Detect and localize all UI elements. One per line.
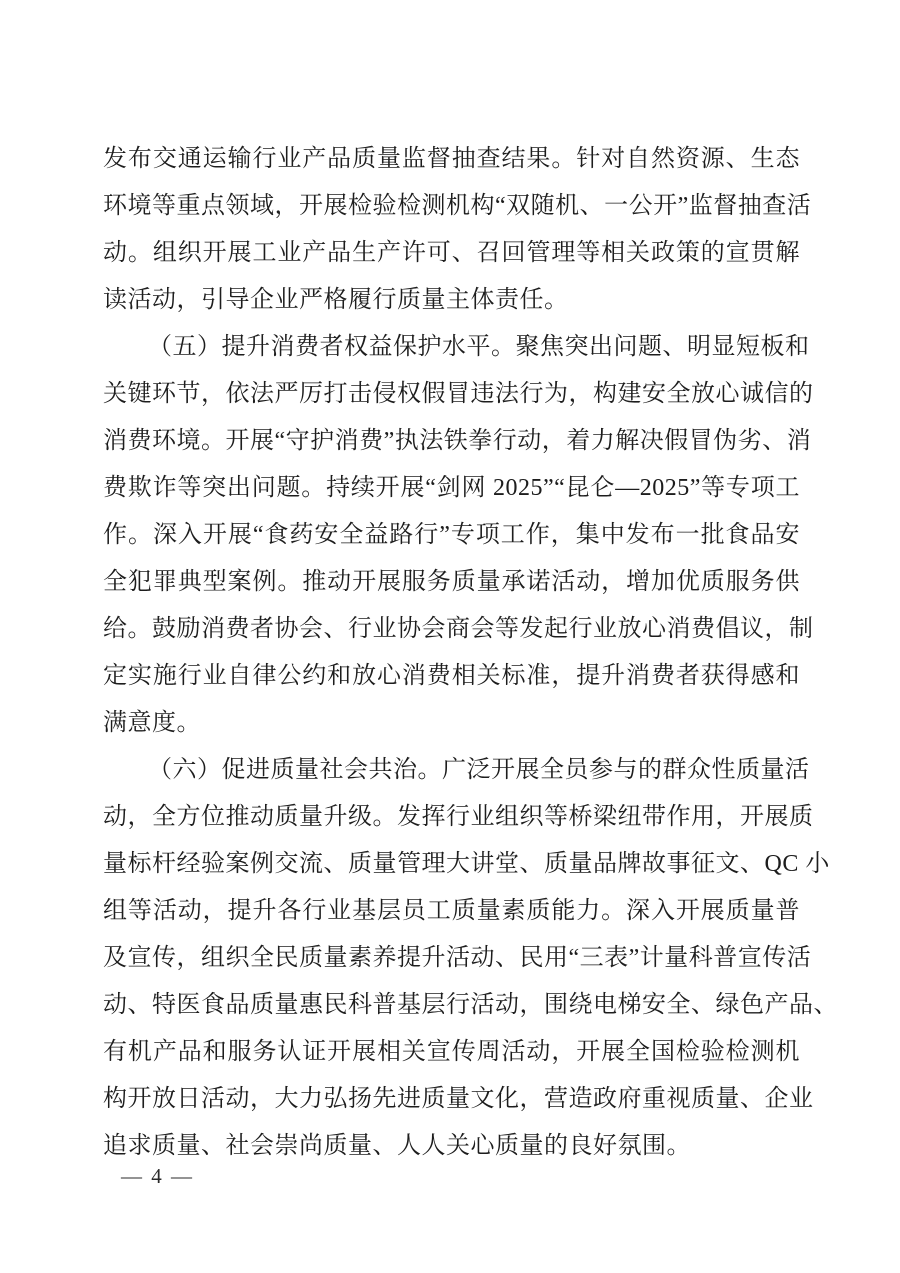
- paragraph-2: [103, 324, 814, 747]
- text-line: 动，全方位推动质量升级。发挥行业组织等桥梁纽带作用，开展质: [103, 804, 814, 830]
- text-line: （五）提升消费者权益保护水平。聚焦突出问题、明显短板和: [148, 334, 810, 360]
- text-line: 作。深入开展“食药安全益路行”专项工作，集中发布一批食品安: [103, 522, 800, 548]
- text-line: 发布交通运输行业产品质量监督抽查结果。针对自然资源、生态: [103, 146, 800, 172]
- text-line: 组等活动，提升各行业基层员工质量素质能力。深入开展质量普: [103, 898, 800, 924]
- text-line: 构开放日活动，大力弘扬先进质量文化，营造政府重视质量、企业: [103, 1086, 814, 1112]
- text-line: 给。鼓励消费者协会、行业协会商会等发起行业放心消费倡议，制: [103, 616, 814, 642]
- text-line: （六）促进质量社会共治。广泛开展全员参与的群众性质量活: [148, 757, 810, 783]
- text-line: 追求质量、社会崇尚质量、人人关心质量的良好氛围。: [103, 1133, 691, 1159]
- text-line: 有机产品和服务认证开展相关宣传周活动，开展全国检验检测机: [103, 1039, 800, 1065]
- text-line: 量标杆经验案例交流、质量管理大讲堂、质量品牌故事征文、QC 小: [103, 851, 830, 877]
- text-line: 动、特医食品质量惠民科普基层行活动，围绕电梯安全、绿色产品、: [103, 992, 838, 1018]
- page-number: — 4 —: [121, 1164, 194, 1188]
- text-line: 消费环境。开展“守护消费”执法铁拳行动，着力解决假冒伪劣、消: [103, 428, 812, 454]
- text-line: 关键环节，依法严厉打击侵权假冒违法行为，构建安全放心诚信的: [103, 381, 814, 407]
- paragraph-1: [103, 136, 812, 324]
- text-line: 定实施行业自律公约和放心消费相关标准，提升消费者获得感和: [103, 663, 800, 689]
- paragraph-3: [103, 747, 838, 1170]
- text-line: 及宣传，组织全民质量素养提升活动、民用“三表”计量科普宣传活: [103, 945, 812, 971]
- document-body: [103, 136, 838, 1170]
- text-line: 动。组织开展工业产品生产许可、召回管理等相关政策的宣贯解: [103, 240, 800, 266]
- text-line: 费欺诈等突出问题。持续开展“剑网 2025”“昆仑—2025”等专项工: [103, 475, 800, 501]
- text-line: 全犯罪典型案例。推动开展服务质量承诺活动，增加优质服务供: [103, 569, 800, 595]
- text-line: 环境等重点领域，开展检验检测机构“双随机、一公开”监督抽查活: [103, 193, 812, 219]
- text-line: 满意度。: [103, 710, 201, 736]
- text-line: 读活动，引导企业严格履行质量主体责任。: [103, 287, 569, 313]
